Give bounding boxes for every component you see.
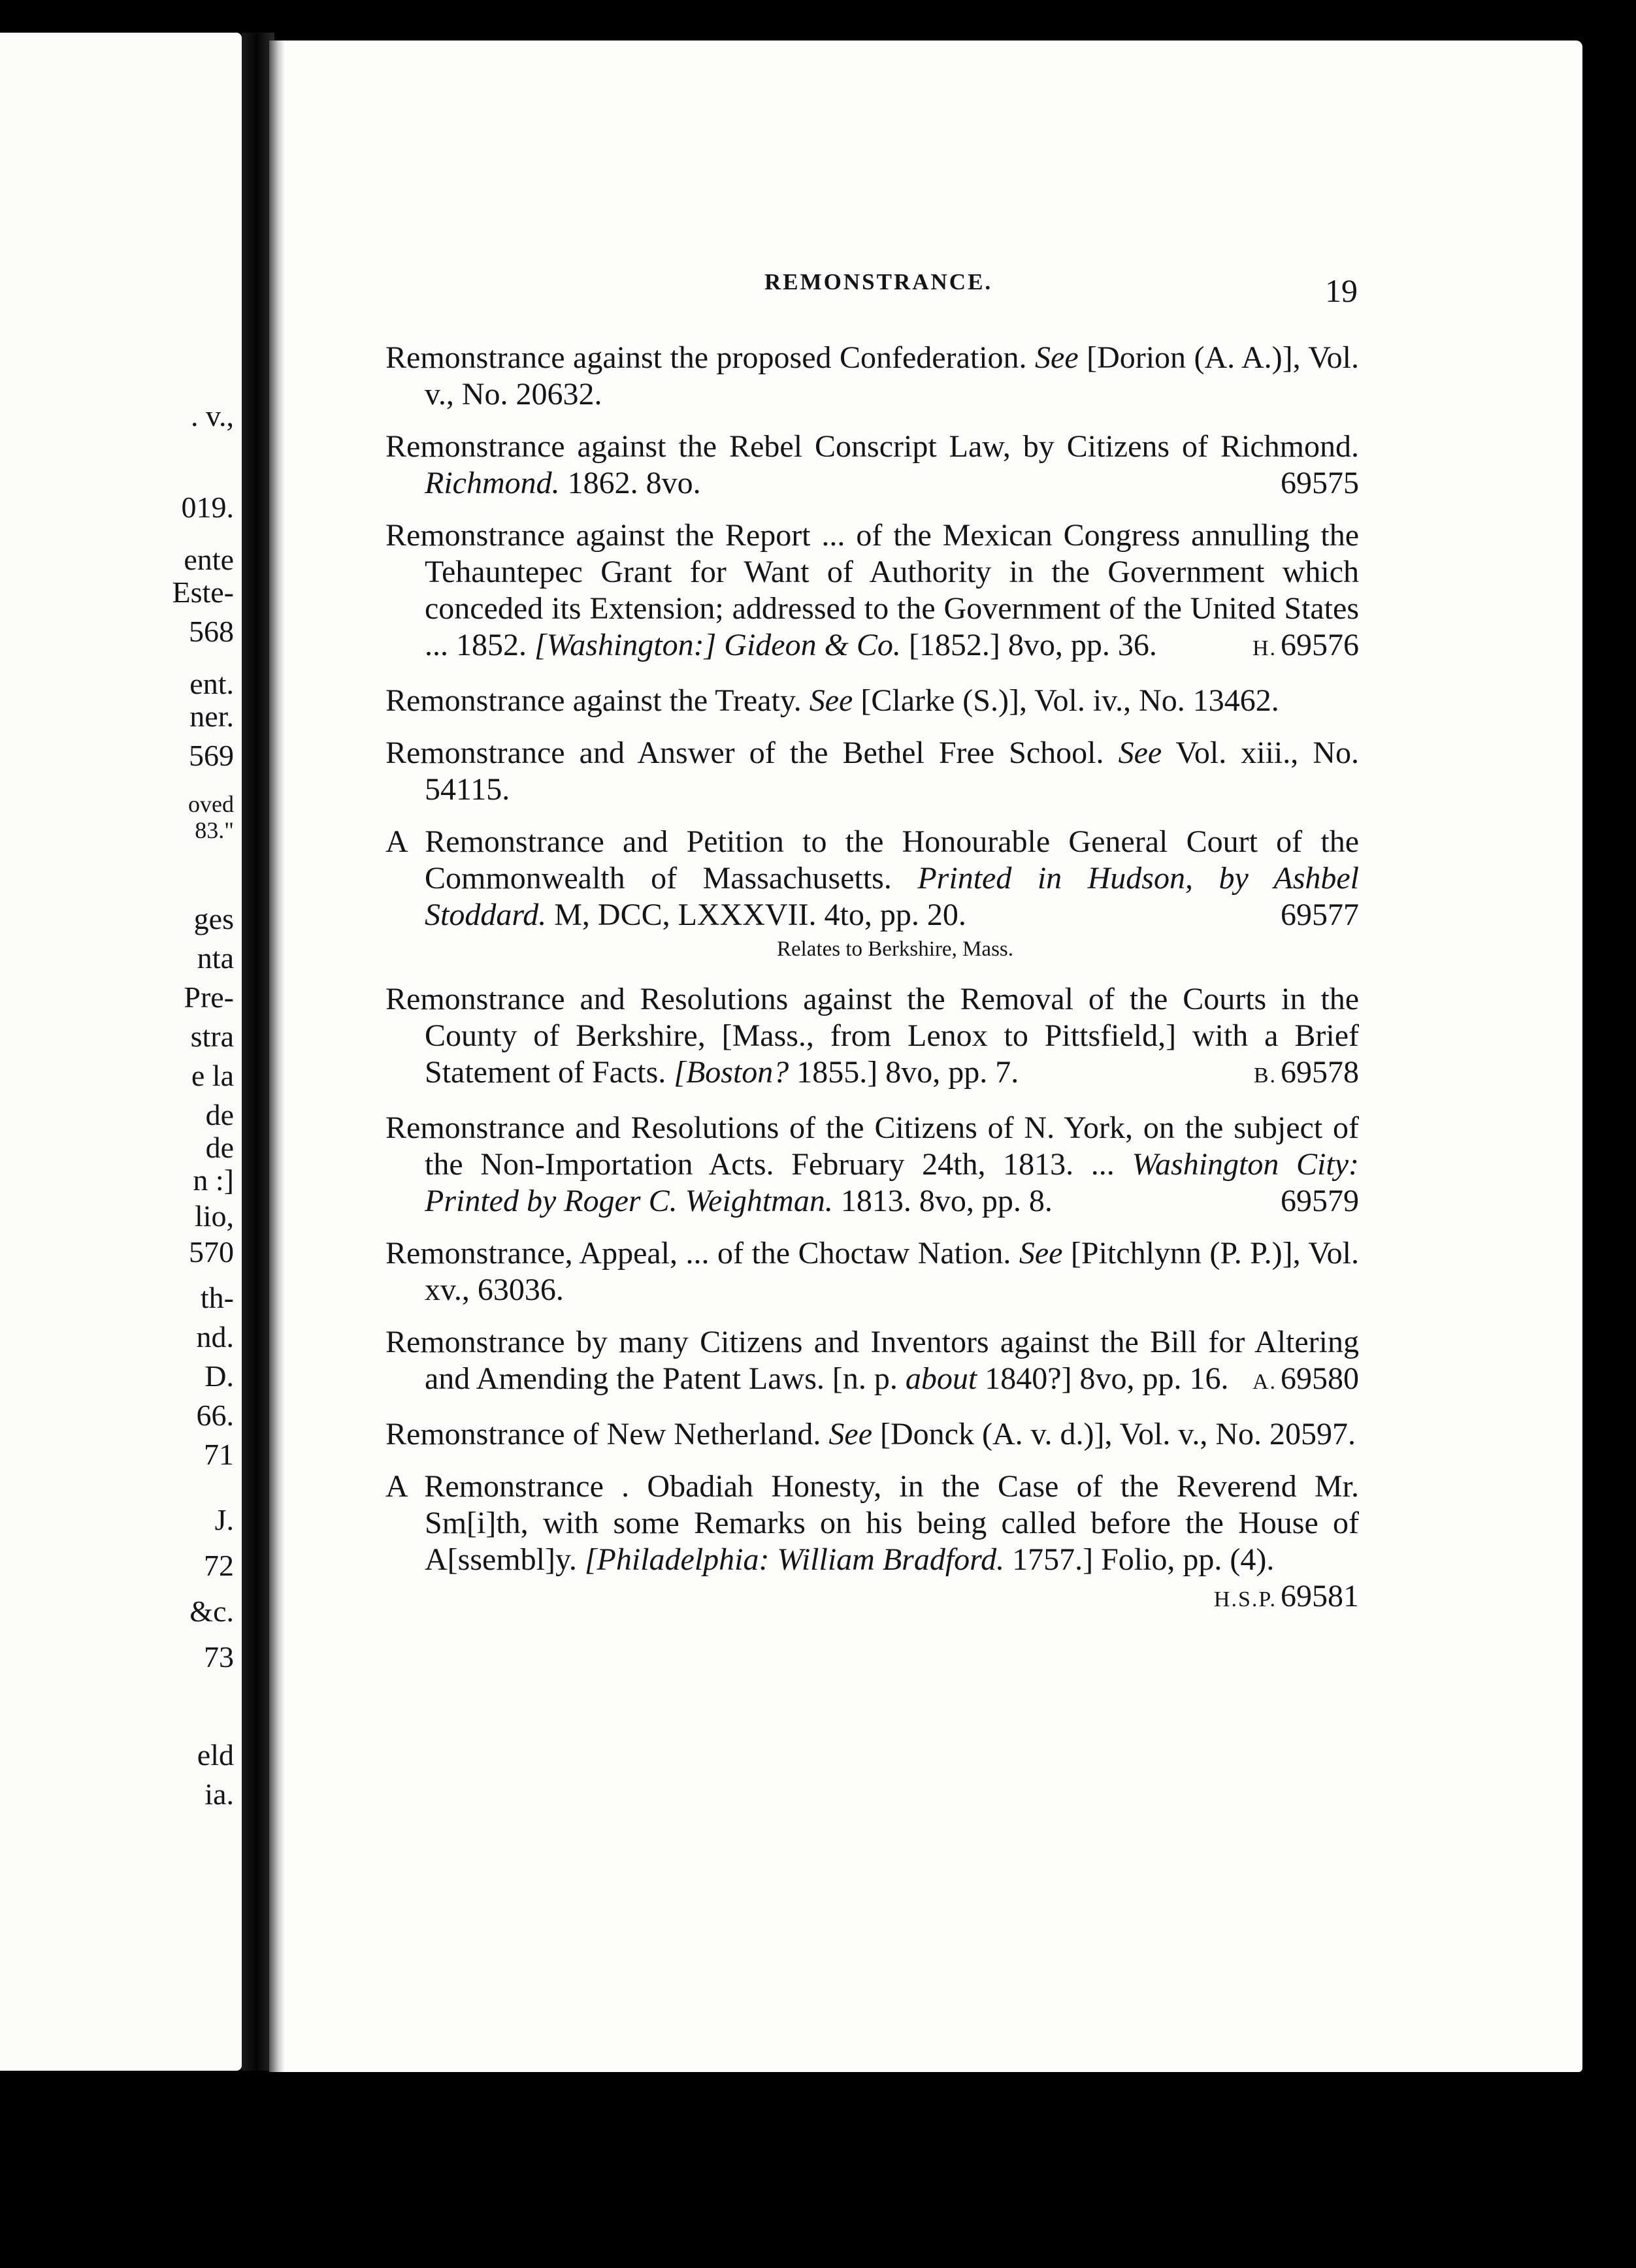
library-code: B. xyxy=(1253,1063,1277,1088)
entry-text: [Dorion (A. A.)], Vol. v., No. 20632. xyxy=(425,340,1360,412)
entry-reference xyxy=(1213,1578,1359,1618)
catalogue-entry xyxy=(379,981,1359,1094)
facing-page-fragment: 83." xyxy=(195,817,234,843)
catalogue-entry xyxy=(379,1416,1359,1453)
facing-page-fragment: 72 xyxy=(204,1549,234,1582)
facing-page-fragment: ente xyxy=(184,543,234,576)
entry-text: M, DCC, LXXXVII. 4to, pp. 20. xyxy=(546,898,966,932)
entry-reference xyxy=(1281,1183,1359,1220)
facing-page-fragment: lio, xyxy=(194,1199,234,1233)
entry-reference xyxy=(1281,465,1359,502)
catalogue-entry xyxy=(379,824,1359,933)
entry-number: 69576 xyxy=(1281,628,1359,662)
catalogue-entry xyxy=(379,1324,1359,1401)
facing-page-fragment: ent. xyxy=(189,667,234,700)
entry-imprint-italic: [Washington:] Gideon & Co. xyxy=(534,628,901,662)
facing-page-fragment: th- xyxy=(200,1281,234,1314)
facing-page-fragment: oved xyxy=(188,791,234,817)
library-code: H. xyxy=(1252,636,1277,660)
entry-imprint-italic: [Boston? xyxy=(674,1055,789,1090)
entry-text: Remonstrance against the Treaty. xyxy=(385,683,810,718)
entry-text: Remonstrance, Appeal, ... of the Choctaw Nation. xyxy=(385,1236,1019,1271)
running-head: REMONSTRANCE. xyxy=(764,269,993,295)
facing-page-fragment: Este- xyxy=(172,575,234,609)
entry-imprint-italic: See xyxy=(828,1417,873,1451)
entry-text: A Remonstrance and Petition to the Honourable General Court of the Commonwealth of Massachusetts. xyxy=(385,824,1359,896)
entry-text: Remonstrance against the Rebel Conscript Law, by Citizens of Richmond. xyxy=(385,429,1359,464)
entry-text: Remonstrance and Answer of the Bethel Free School. xyxy=(385,736,1119,770)
catalogue-entry xyxy=(379,340,1359,413)
facing-page-fragment: eld xyxy=(197,1738,234,1772)
entry-imprint-italic: See xyxy=(1035,340,1079,375)
library-code: A. xyxy=(1252,1370,1277,1394)
entry-imprint-italic: about xyxy=(905,1361,977,1396)
facing-page-fragment: ia. xyxy=(204,1777,234,1811)
library-code: H.S.P. xyxy=(1213,1587,1277,1612)
entry-imprint-italic: See xyxy=(809,683,853,718)
entry-text: Remonstrance by many Citizens and Inventors against the Bill for Altering and Amending the Patent Laws. [n. p. xyxy=(385,1325,1359,1396)
facing-page-fragment: D. xyxy=(204,1359,234,1393)
entry-number: 69577 xyxy=(1281,898,1359,932)
facing-page-fragment: &c. xyxy=(189,1595,234,1628)
entry-text: 1813. 8vo, pp. 8. xyxy=(832,1184,1053,1218)
facing-page-fragment: nd. xyxy=(196,1320,234,1353)
facing-page-fragment: 568 xyxy=(189,615,234,648)
facing-page-fragment: 570 xyxy=(189,1235,234,1269)
facing-page-fragment: J. xyxy=(214,1503,234,1536)
entry-number: 69579 xyxy=(1281,1184,1359,1218)
facing-page-fragment: stra xyxy=(190,1020,234,1053)
entry-text: [Pitchlynn (P. P.)], Vol. xv., 63036. xyxy=(425,1236,1359,1307)
catalogue-entry xyxy=(379,1235,1359,1308)
entry-text: Vol. xiii., No. 54115. xyxy=(425,736,1359,807)
catalogue-entries xyxy=(379,340,1359,1634)
entry-note: Relates to Berkshire, Mass. xyxy=(776,937,1014,961)
entry-number: 69580 xyxy=(1281,1361,1359,1396)
entry-text: [Clarke (S.)], Vol. iv., No. 13462. xyxy=(853,683,1279,718)
entry-reference xyxy=(1252,1361,1359,1401)
facing-page-fragment: ner. xyxy=(189,700,234,733)
entry-number: 69578 xyxy=(1281,1055,1359,1090)
entry-imprint-italic: Printed in Hudson, by Ashbel Stoddard. xyxy=(425,861,1360,932)
entry-imprint-italic: See xyxy=(1118,736,1162,770)
entry-imprint-italic: [Philadelphia: William Bradford. xyxy=(584,1542,1005,1577)
entry-text: A Remonstrance . Obadiah Honesty, in the Case of the Reverend Mr. Sm[i]th, with some Remarks on his being called before the House of A[ssembl]y. xyxy=(385,1469,1359,1577)
facing-page-fragment: nta xyxy=(197,941,234,975)
facing-page xyxy=(0,33,242,2071)
entry-text: [1852.] 8vo, pp. 36. xyxy=(900,628,1157,662)
entry-text: 1757.] Folio, pp. (4). xyxy=(1004,1542,1275,1577)
entry-text: 1840?] 8vo, pp. 16. xyxy=(977,1361,1229,1396)
entry-text: Remonstrance of New Netherland. xyxy=(385,1417,829,1451)
entry-reference xyxy=(1281,897,1359,933)
entry-text: Remonstrance and Resolutions of the Citizens of N. York, on the subject of the Non-Importation Acts. February 24th, 1813. ... xyxy=(385,1110,1359,1182)
entry-imprint-italic: Washington City: Printed by Roger C. Weightman. xyxy=(425,1147,1359,1218)
facing-page-fragment: 569 xyxy=(189,739,234,772)
facing-page-fragment: de xyxy=(205,1131,234,1164)
catalogue-entry xyxy=(379,735,1359,808)
entry-reference xyxy=(1252,627,1359,667)
facing-page-fragment: 73 xyxy=(204,1640,234,1674)
facing-page-fragment: Pre- xyxy=(184,980,234,1014)
catalogue-entry xyxy=(379,429,1359,502)
entry-text: [Donck (A. v. d.)], Vol. v., No. 20597. xyxy=(872,1417,1356,1451)
entry-text: Remonstrance and Resolutions against the Removal of the Courts in the County of Berkshire, [Mass., from Lenox to Pittsfield,] with a Brief Statement of Facts. xyxy=(385,982,1359,1090)
facing-page-fragment: 66. xyxy=(196,1399,234,1432)
spine-shadow xyxy=(269,40,285,2072)
catalogue-entry xyxy=(379,1468,1359,1618)
entry-text: 1855.] 8vo, pp. 7. xyxy=(789,1055,1019,1090)
catalogue-entry xyxy=(379,683,1359,719)
catalogue-entry xyxy=(379,517,1359,667)
facing-page-fragment: de xyxy=(205,1098,234,1131)
facing-page-fragment: ges xyxy=(193,902,234,935)
catalogue-entry xyxy=(379,1110,1359,1220)
facing-page-fragment: n :] xyxy=(193,1163,234,1197)
facing-page-fragment: . v., xyxy=(190,399,234,432)
entry-number: 69581 xyxy=(1281,1579,1359,1613)
facing-page-fragment: e la xyxy=(191,1059,234,1092)
entry-number: 69575 xyxy=(1281,466,1359,500)
entry-reference xyxy=(1253,1054,1359,1094)
entry-imprint-italic: Richmond. xyxy=(425,466,560,500)
entry-text: Remonstrance against the Report ... of the Mexican Congress annulling the Tehauntepec Grant for Want of Authority in the Government which conceded its Extension; addressed to the Government of the United States ... 1852. xyxy=(385,518,1359,662)
entry-text: 1862. 8vo. xyxy=(559,466,701,500)
page-number: 19 xyxy=(1325,272,1358,309)
facing-page-fragment: 71 xyxy=(204,1438,234,1471)
entry-imprint-italic: See xyxy=(1019,1236,1063,1271)
facing-page-fragment: 019. xyxy=(181,491,234,524)
entry-text: Remonstrance against the proposed Confederation. xyxy=(385,340,1036,375)
